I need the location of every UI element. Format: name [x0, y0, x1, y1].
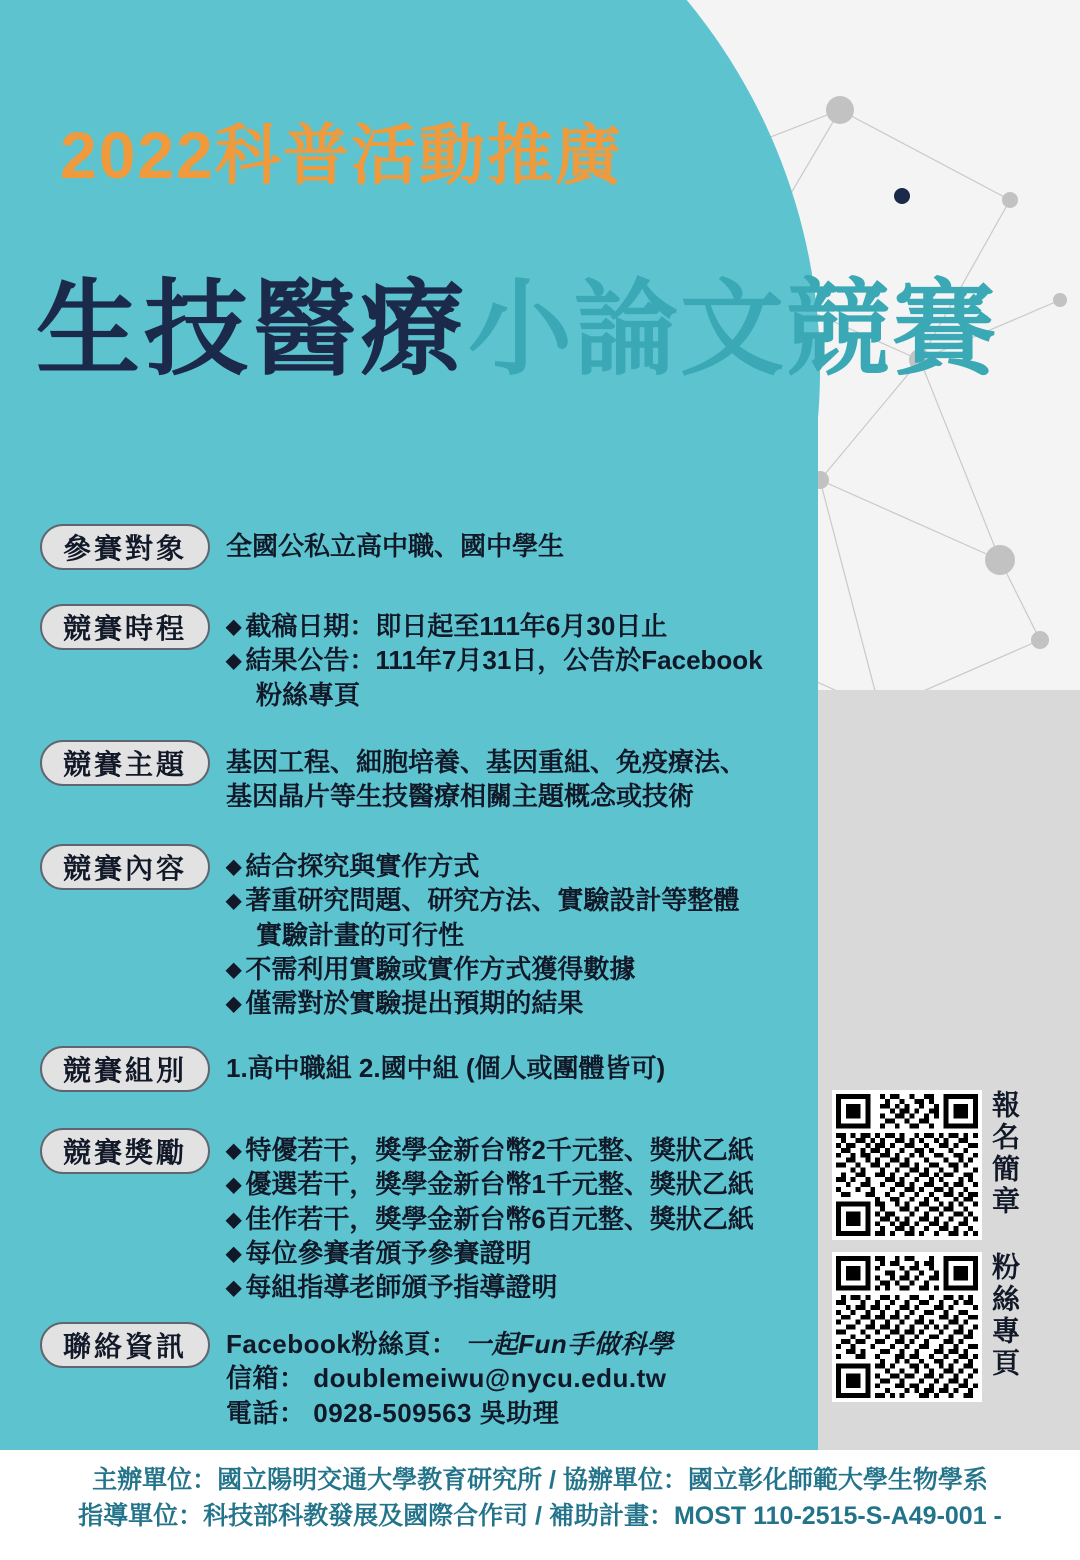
- section-line: 全國公私立高中職、國中學生: [226, 531, 565, 561]
- section-topics: [40, 740, 746, 814]
- section-tag: 競賽獎勵: [40, 1128, 210, 1174]
- section-line: ◆ 每位參賽者頒予參賽證明: [226, 1236, 754, 1270]
- section-content: [40, 844, 739, 1021]
- section-tag: 競賽主題: [40, 740, 210, 786]
- section-awards: [40, 1128, 754, 1305]
- section-body: [226, 524, 564, 563]
- email-address[interactable]: doublemeiwu@nycu.edu.tw: [313, 1363, 667, 1394]
- qr-code-area: [832, 1090, 1072, 1414]
- section-body: [226, 844, 739, 1021]
- section-participants: [40, 524, 564, 570]
- section-schedule: [40, 604, 763, 712]
- section-groups: [40, 1046, 665, 1092]
- fanpage-qr-icon[interactable]: [832, 1252, 982, 1402]
- section-contact: [40, 1322, 673, 1430]
- section-line: 基因工程、細胞培養、基因重組、免疫療法、: [226, 747, 747, 777]
- section-line: 實驗計畫的可行性: [256, 919, 465, 950]
- registration-qr-icon[interactable]: [832, 1090, 982, 1240]
- section-line: ◆ 結果公告：111年7月31日，公告於Facebook: [226, 643, 763, 677]
- facebook-page-name: 一起Fun手做科學: [465, 1329, 674, 1359]
- section-line: ◆ 優選若干，獎學金新台幣1千元整、獎狀乙紙: [226, 1167, 754, 1201]
- section-body: [226, 1322, 673, 1430]
- facebook-label: Facebook粉絲頁：: [226, 1329, 458, 1359]
- section-body: [226, 740, 746, 814]
- section-tag: 競賽時程: [40, 604, 210, 650]
- section-tag: 聯絡資訊: [40, 1322, 210, 1368]
- year-subtitle: 科普活動推廣: [214, 118, 623, 192]
- section-line: ◆ 特優若干，獎學金新台幣2千元整、獎狀乙紙: [226, 1133, 754, 1167]
- section-line: ◆ 著重研究問題、研究方法、實驗設計等整體: [226, 883, 739, 917]
- section-line: ◆ 僅需對於實驗提出預期的結果: [226, 986, 739, 1020]
- section-body: [226, 604, 763, 712]
- section-tag: 競賽組別: [40, 1046, 210, 1092]
- section-body: [226, 1046, 665, 1085]
- qr-block-registration: [832, 1090, 1072, 1240]
- contact-email-line: [226, 1361, 673, 1395]
- section-body: [226, 1128, 754, 1305]
- title-part-dark: 生技醫療: [36, 272, 469, 388]
- section-line: 1.高中職組 2.國中組 (個人或團體皆可): [226, 1053, 666, 1083]
- email-label: 信箱：: [226, 1363, 306, 1394]
- qr-block-fanpage: [832, 1252, 1072, 1402]
- fanpage-qr-label: 粉絲專頁: [989, 1252, 1020, 1380]
- registration-qr-label: 報名簡章: [989, 1090, 1020, 1218]
- section-line: ◆ 佳作若干，獎學金新台幣6百元整、獎狀乙紙: [226, 1202, 754, 1236]
- section-line: 粉絲專頁: [256, 679, 361, 710]
- footer-line-1: 主辦單位：國立陽明交通大學教育研究所 / 協辦單位：國立彰化師範大學生物學系: [92, 1466, 988, 1494]
- section-tag: 競賽內容: [40, 844, 210, 890]
- footer-organizers: [0, 1462, 1080, 1535]
- footer-line-2: 指導單位：科技部科教發展及國際合作司 / 補助計畫：MOST 110-2515-S-A49-001 -: [78, 1502, 1002, 1531]
- section-line: 基因晶片等生技醫療相關主題概念或技術: [226, 781, 695, 812]
- title-part-teal: 小論文競賽: [468, 272, 999, 388]
- poster-year-title: [60, 102, 623, 197]
- section-tag: 參賽對象: [40, 524, 210, 570]
- phone-number: 0928-509563 吳助理: [313, 1397, 560, 1428]
- section-line: ◆ 每組指導老師頒予指導證明: [226, 1270, 754, 1304]
- year-number: 2022: [60, 118, 215, 192]
- phone-label: 電話：: [226, 1397, 306, 1428]
- contact-facebook-line: [226, 1327, 673, 1361]
- section-line: ◆ 截稿日期：即日起至111年6月30日止: [226, 609, 763, 643]
- section-line: ◆ 不需利用實驗或實作方式獲得數據: [226, 952, 739, 986]
- section-line: ◆ 結合探究與實作方式: [226, 849, 739, 883]
- contact-phone-line: [226, 1396, 673, 1430]
- poster-main-title: [36, 272, 999, 388]
